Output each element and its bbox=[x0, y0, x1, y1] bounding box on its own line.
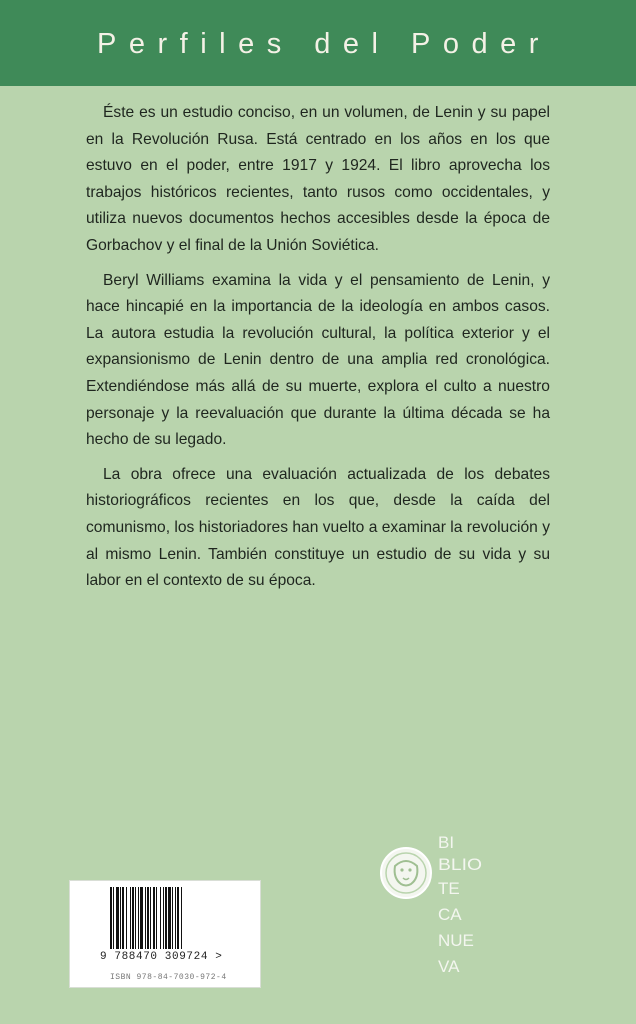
wordmark-line: NUE bbox=[438, 931, 474, 950]
barcode-ean-number: 9 788470 309724 > bbox=[100, 951, 223, 963]
wordmark-line: BLIO bbox=[438, 855, 482, 874]
blurb-paragraph-1: Éste es un estudio conciso, en un volumen, de Lenin y su papel en la Revolución Rusa. Está centrado en los años en los que estuvo en el poder, entre 1917 y 1924. El libro aprovecha los trabajos históricos recientes, tanto rusos como occidentales, y utiliza nuevos documentos hechos accesibles desde la época de Gorbachov y el final de la Unión Soviética. bbox=[86, 104, 550, 254]
blurb-paragraph-2: Beryl Williams examina la vida y el pensamiento de Lenin, y hace hincapié en la importancia de la ideología en ambos casos. La autora estudia la revolución cultural, la política exterior y el expansionismo de Lenin dentro de una amplia red cronológica. Extendiéndose más allá de su muerte, explora el culto a nuestro personaje y la reevaluación que durante la última década se ha hecho de su legado. bbox=[86, 271, 550, 449]
wordmark-line: VA bbox=[438, 957, 460, 976]
blurb-paragraph-3: La obra ofrece una evaluación actualizada de los debates historiográficos recientes en los que, desde la caída del comunismo, los historiadores han vuelto a examinar la revolución y al mismo Lenin. También constituye un estudio de su vida y su labor en el contexto de su época. bbox=[86, 465, 550, 590]
barcode-sticker bbox=[69, 880, 261, 988]
publisher-logo bbox=[378, 820, 498, 1000]
barcode-bars bbox=[110, 887, 210, 949]
back-cover-blurb bbox=[86, 100, 550, 603]
publisher-wordmark bbox=[438, 833, 482, 976]
series-title: Perfiles del Poder bbox=[97, 27, 551, 60]
barcode-bar bbox=[181, 887, 182, 949]
wordmark-line: TE bbox=[438, 879, 460, 898]
barcode-isbn-number: ISBN 978-84-7030-972-4 bbox=[110, 973, 227, 982]
series-banner bbox=[0, 0, 636, 86]
lion-head-seal-icon bbox=[381, 848, 431, 898]
wordmark-line: CA bbox=[438, 905, 462, 924]
wordmark-line: BI bbox=[438, 833, 455, 852]
